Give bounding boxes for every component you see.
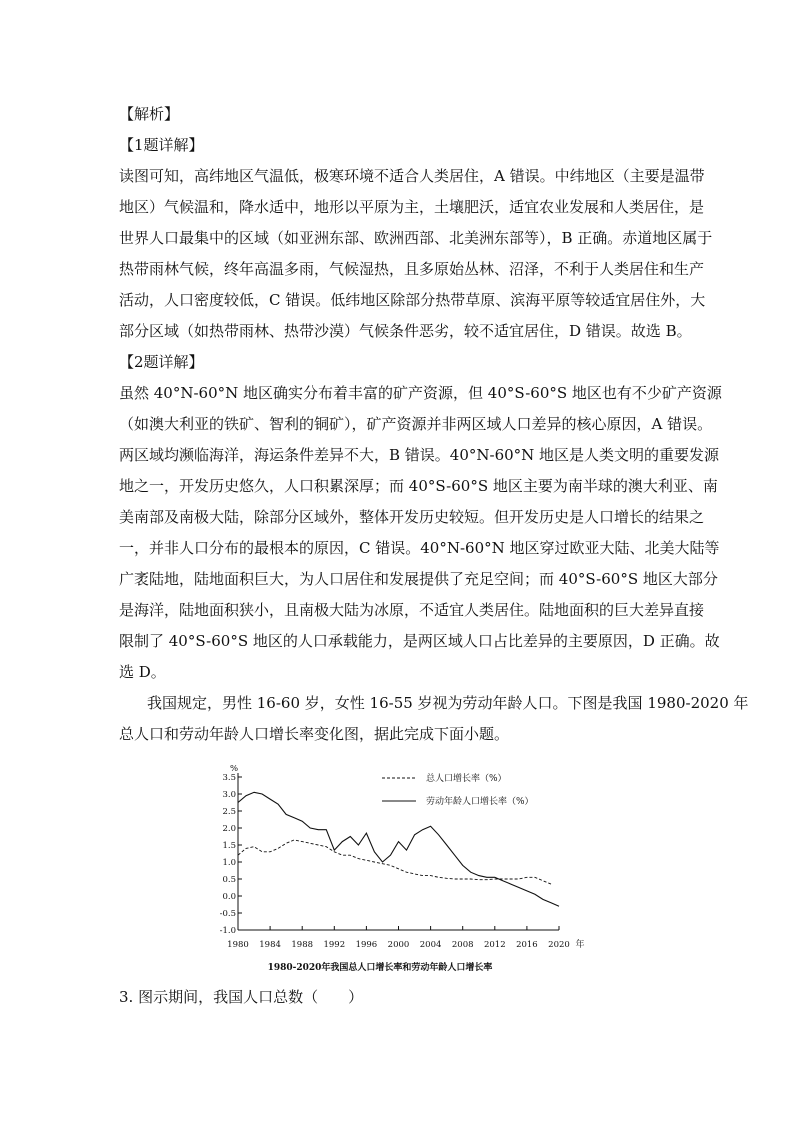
x-axis-unit: 年: [575, 940, 585, 950]
y-tick-label: 2.0: [222, 824, 236, 834]
q2-line: 是海洋，陆地面积狭小，且南极大陆为冰原，不适宜人类居住。陆地面积的巨大差异直接: [119, 601, 705, 619]
q2-line: （如澳大利亚的铁矿、智利的铜矿），矿产资源并非两区域人口差异的核心原因，A 错误。: [119, 415, 713, 433]
x-tick-label: 2012: [483, 940, 506, 950]
y-tick-label: 0.5: [222, 875, 236, 885]
x-tick-label: 1988: [291, 940, 314, 950]
q2-line: 两区域均濒临海洋，海运条件差异不大，B 错误。40°N-60°N 地区是人类文明的重要发源: [119, 446, 720, 464]
y-tick-label: 2.5: [222, 807, 236, 817]
intro-line: 我国规定，男性 16-60 岁，女性 16-55 岁视为劳动年龄人口。下图是我国 1980-2020 年: [147, 694, 749, 712]
x-tick-label: 1996: [355, 940, 378, 950]
question-3: 3. 图示期间，我国人口总数（ ）: [119, 988, 364, 1006]
chart-title: 1980-2020年我国总人口增长率和劳动年龄人口增长率: [267, 963, 493, 973]
intro-line: 总人口和劳动年龄人口增长率变化图，据此完成下面小题。: [119, 725, 510, 743]
x-tick-label: 1984: [259, 940, 281, 950]
q1-line: 活动，人口密度较低，C 错误。低纬地区除部分热带草原、滨海平原等较适宜居住外，大: [119, 291, 706, 309]
growth-rate-line-chart: [219, 758, 606, 978]
q2-line: 广袤陆地，陆地面积巨大，为人口居住和发展提供了充足空间；而 40°S-60°S 地区大部分: [119, 570, 718, 588]
x-tick-label: 1992: [323, 940, 346, 950]
q2-heading: 【2题详解】: [119, 353, 204, 371]
legend-label: 总人口增长率（%）: [426, 774, 507, 784]
x-tick-label: 1980: [227, 940, 249, 950]
y-tick-label: 0.0: [222, 892, 236, 902]
q1-heading: 【1题详解】: [119, 136, 204, 154]
q2-line: 一，并非人口分布的最根本的原因，C 错误。40°N-60°N 地区穿过欧亚大陆、北美大陆等: [119, 539, 720, 557]
q1-line: 部分区域（如热带雨林、热带沙漠）气候条件恶劣，较不适宜居住，D 错误。故选 B。: [119, 322, 692, 340]
q2-line: 美南部及南极大陆，除部分区域外，整体开发历史较短。但开发历史是人口增长的结果之: [119, 508, 705, 526]
q2-line: 地之一，开发历史悠久，人口积累深厚；而 40°S-60°S 地区主要为南半球的澳大利亚、南: [119, 477, 718, 495]
y-tick-label: 3.5: [222, 773, 236, 783]
q1-line: 世界人口最集中的区域（如亚洲东部、欧洲西部、北美洲东部等），B 正确。赤道地区属于: [119, 229, 713, 247]
q2-line: 限制了 40°S-60°S 地区的人口承载能力，是两区域人口占比差异的主要原因，D 正确。故: [119, 632, 720, 650]
y-tick-label: 1.5: [222, 841, 236, 851]
q2-line: 选 D。: [119, 663, 166, 681]
q1-line: 地区）气候温和，降水适中，地形以平原为主，土壤肥沃，适宜农业发展和人类居住，是: [119, 198, 705, 216]
q1-line: 读图可知，高纬地区气温低，极寒环境不适合人类居住，A 错误。中纬地区（主要是温带: [119, 167, 705, 185]
x-tick-label: 2000: [387, 940, 410, 950]
x-tick-label: 2004: [419, 940, 442, 950]
q2-line: 虽然 40°N-60°N 地区确实分布着丰富的矿产资源，但 40°S-60°S 地区也有不少矿产资源: [119, 384, 722, 402]
working-age-growth-line: [238, 792, 559, 906]
y-tick-label: 1.0: [222, 858, 236, 868]
x-tick-label: 2016: [516, 940, 538, 950]
x-tick-label: 2008: [451, 940, 474, 950]
analysis-heading: 【解析】: [119, 105, 180, 123]
legend-label: 劳动年龄人口增长率（%）: [426, 797, 534, 807]
y-tick-label: -0.5: [219, 909, 236, 919]
y-tick-label: 3.0: [222, 790, 236, 800]
q1-line: 热带雨林气候，终年高温多雨，气候湿热，且多原始丛林、沼泽，不利于人类居住和生产: [119, 260, 705, 278]
total-population-growth-line: [238, 840, 551, 884]
y-axis-unit: %: [229, 764, 239, 774]
x-tick-label: 2020: [548, 940, 570, 950]
y-tick-label: -1.0: [219, 926, 236, 936]
